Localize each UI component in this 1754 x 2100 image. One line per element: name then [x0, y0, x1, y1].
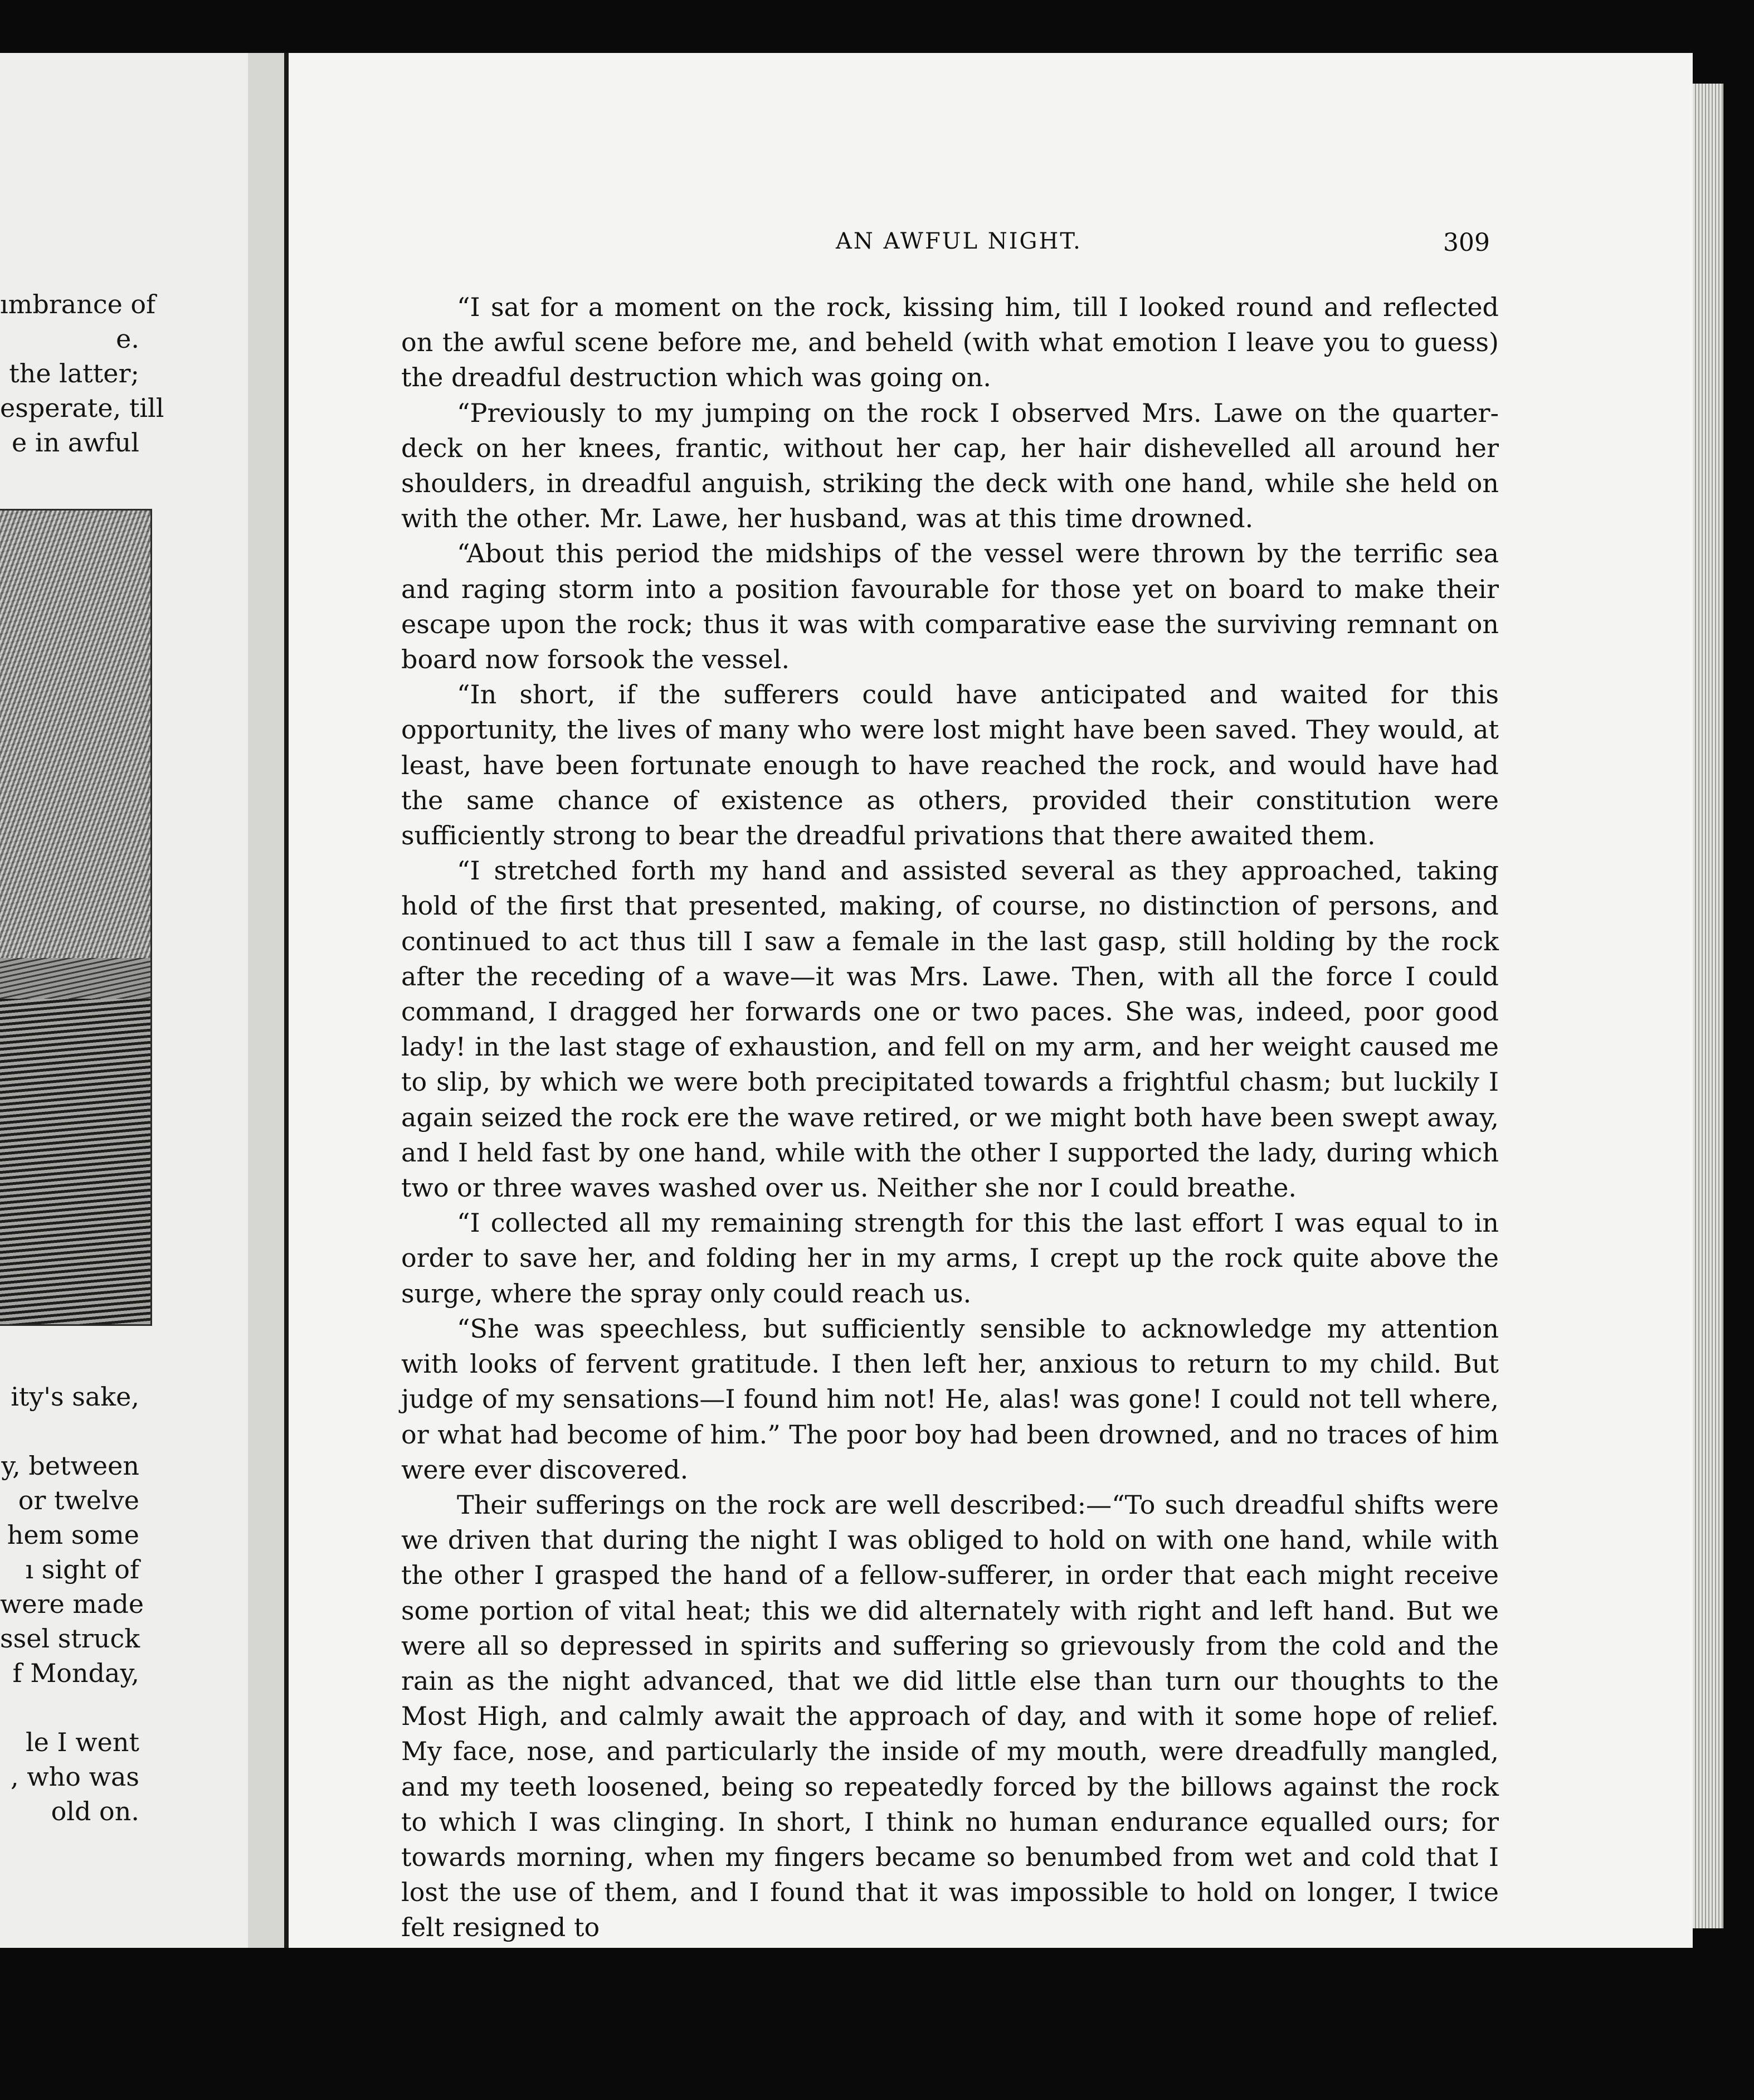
- paragraph: “Previously to my jumping on the rock I observed Mrs. Lawe on the quarter-deck on her knees, frantic, without her cap, her hair dishevelled all around her shoulders, in dreadful anguish, striking the deck with one hand, while she held on with the other. Mr. Lawe, her husband, was at this time drowned.: [401, 397, 1499, 534]
- left-fragment-line: ssel struck: [0, 1623, 140, 1654]
- engraving-sea: [0, 999, 150, 1324]
- page-number: 309: [1443, 229, 1490, 257]
- page-gutter: [248, 53, 287, 1948]
- paragraph: “I collected all my remaining strength for this the last effort I was equal to in order to save her, and folding her in my arms, I crept up the rock quite above the surge, where the spray only could reach us.: [401, 1208, 1499, 1309]
- left-fragment-line: e.: [116, 324, 139, 354]
- left-fragment-line: le I went: [25, 1727, 139, 1757]
- left-fragment-line: [0, 1690, 139, 1725]
- left-fragment-line: were made: [0, 1589, 144, 1619]
- engraving-illustration: [0, 509, 152, 1326]
- body-text: [401, 290, 1499, 1946]
- paragraph: Their sufferings on the rock are well described:—“To such dreadful shifts were we driven that during the night I was obliged to hold on with one hand, while with the other I grasped the hand of a fellow-sufferer, in order that each might receive some portion of vital heat; this we did alternately with right and left hand. But we were all so depressed in spirits and suffering so grievously from the cold and the rain as the night advanced, that we did little else than turn our thoughts to the Most High, and calmly await the approach of day, and with it some hope of relief. My face, nose, and particularly the inside of my mouth, were dreadfully mangled, and my teeth loosened, being so repeatedly forced by the billows against the rock to which I was clinging. In short, I think no human endurance equalled ours; for towards morning, when my fingers became so benumbed from wet and cold that I lost the use of them, and I found that it was impossible to hold on longer, I twice felt resigned to: [401, 1489, 1499, 1943]
- left-fragment-line: f Monday,: [12, 1658, 139, 1688]
- page-stack-edges: [1693, 84, 1723, 1928]
- left-fragment-line: ity's sake,: [11, 1382, 139, 1412]
- left-fragment-line: , who was: [11, 1762, 139, 1792]
- left-page: [0, 53, 248, 1948]
- left-fragment-line: e in awful: [12, 427, 139, 458]
- left-fragment-line: the latter;: [9, 358, 139, 388]
- left-fragment-line: y, between: [1, 1451, 139, 1481]
- left-text-fragments-bottom: [0, 1379, 144, 1829]
- left-fragment-line: old on.: [51, 1796, 139, 1826]
- left-text-fragments-top: [0, 287, 164, 460]
- left-fragment-line: hem some: [7, 1520, 139, 1550]
- paragraph: “She was speechless, but sufficiently sensible to acknowledge my attention with looks of fervent gratitude. I then left her, anxious to return to my child. But judge of my sensations—I found him not! He, alas! was gone! I could not tell where, or what had become of him.” The poor boy had been drowned, and no traces of him were ever discovered.: [401, 1313, 1499, 1485]
- engraving-sky: [0, 511, 150, 958]
- left-fragment-line: esperate, till: [0, 393, 164, 423]
- left-fragment-line: [0, 1414, 139, 1448]
- left-fragment-line: ı sight of: [25, 1554, 139, 1584]
- left-fragment-line: ımbrance of: [0, 289, 156, 319]
- paragraph: “I stretched forth my hand and assisted several as they approached, taking hold of the first that presented, making, of course, no distinction of persons, and continued to act thus till I saw a female in the last gasp, still holding by the rock after the receding of a wave—it was Mrs. Lawe. Then, with all the force I could command, I dragged her forwards one or two paces. She was, indeed, poor good lady! in the last stage of exhaustion, and fell on my arm, and her weight caused me to slip, by which we were both precipitated towards a frightful chasm; but luckily I again seized the rock ere the wave retired, or we might both have been swept away, and I held fast by one hand, while with the other I supported the lady, during which two or three waves washed over us. Neither she nor I could breathe.: [401, 855, 1499, 1203]
- page-edge-shadow: [284, 53, 289, 1948]
- paragraph: “About this period the midships of the vessel were thrown by the terrific sea and raging storm into a position favourable for those yet on board to make their escape upon the rock; thus it was with comparative ease the surviving remnant on board now forsook the vessel.: [401, 538, 1499, 675]
- running-head: AN AWFUL NIGHT.: [836, 229, 1082, 254]
- left-fragment-line: or twelve: [18, 1485, 139, 1515]
- paragraph: “In short, if the sufferers could have anticipated and waited for this opportunity, the lives of many who were lost might have been saved. They would, at least, have been fortunate enough to have reached the rock, and would have had the same chance of existence as others, provided their constitution were sufficiently strong to bear the dreadful privations that there awaited them.: [401, 679, 1499, 851]
- paragraph: “I sat for a moment on the rock, kissing him, till I looked round and reflected on the awful scene before me, and beheld (with what emotion I leave you to guess) the dreadful destruction which was going on.: [401, 292, 1499, 393]
